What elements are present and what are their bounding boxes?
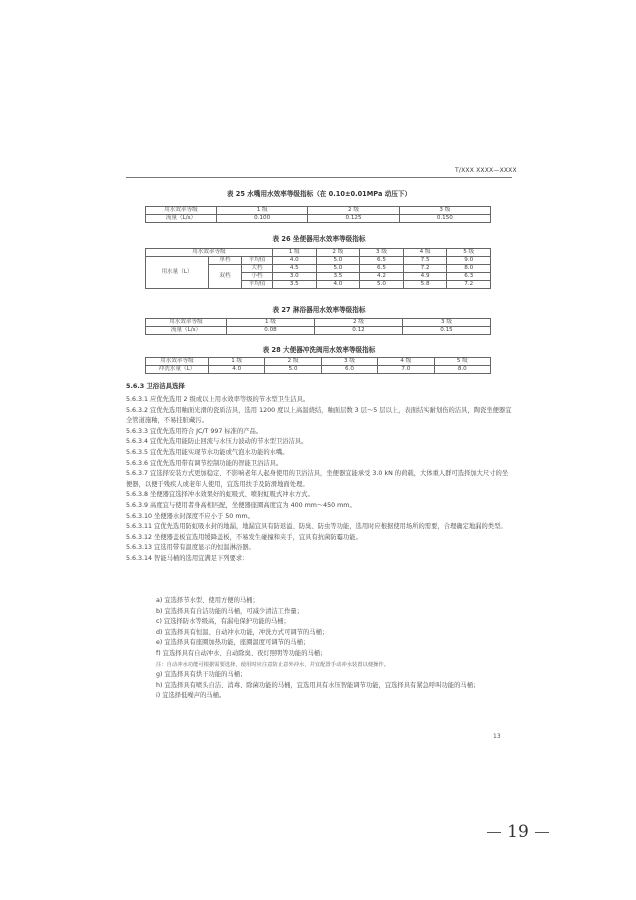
table-cell: 8.0 — [434, 366, 490, 374]
clause: 5.6.3.8 坐便器宜选择冲水效果好的虹吸式、喷射虹吸式冲水方式。 — [126, 491, 314, 499]
folio-number: 19 — [507, 822, 529, 842]
table-cell: 5.8 — [403, 281, 447, 289]
table-cell: 2 级 — [308, 207, 399, 215]
table-cell: 流量（L/s） — [146, 215, 217, 223]
table-cell: 3 级 — [399, 207, 490, 215]
table-cell: 1 级 — [209, 358, 265, 366]
table27 — [145, 318, 491, 335]
table-cell: 0.125 — [308, 215, 399, 223]
item-list — [156, 596, 512, 702]
table-row — [146, 327, 491, 335]
table-cell: 6.5 — [360, 257, 404, 265]
clause: 5.6.3.5 宜优先选用能实现节水功能或气泡水功能的水嘴。 — [126, 448, 289, 456]
table-cell: 5 级 — [447, 249, 491, 257]
list-item: b) 宜选择具有自洁功能的马桶，可减少清洁工作量； — [156, 607, 303, 615]
list-item: h) 宜选择具有喷头自洁、消毒、除菌功能的马桶，宜选用具有水压智能调节功能，宜选择具有紧急呼叫功能的马桶； — [156, 681, 480, 689]
list-item: i) 宜选择低噪声的马桶。 — [156, 692, 226, 700]
table-cell: 8.0 — [447, 265, 491, 273]
table-cell: 2 级 — [316, 249, 360, 257]
standard-code: T/XXX XXXX—XXXX — [455, 167, 517, 174]
table-row — [146, 215, 491, 223]
table-cell: 4.2 — [360, 273, 404, 281]
table-cell: 7.2 — [403, 265, 447, 273]
list-item: d) 宜选择具有恒温、自动冲水功能，冲洗方式可调节的马桶； — [156, 628, 329, 636]
table-cell: 1 级 — [227, 319, 315, 327]
table-cell: 5.0 — [360, 281, 404, 289]
table-row — [146, 366, 491, 374]
page-folio — [478, 822, 558, 842]
table-cell: 4 级 — [403, 249, 447, 257]
clause: 5.6.3.1 应优先选用 2 级或以上用水效率等级的节水型卫生洁具。 — [126, 396, 310, 403]
clause: 5.6.3.9 高度宜与使用者身高相匹配，坐便器座圈高度宜为 400 mm～450 mm。 — [126, 501, 356, 509]
list-item: e) 宜选择具有座圈加热功能，座圈温度可调节的马桶； — [156, 639, 310, 647]
table-cell: 4.5 — [273, 265, 317, 273]
table-row — [146, 257, 491, 265]
clause: 5.6.3.12 坐便器盖板宜选用缓降盖板，不易发生碰撞和夹手，宜具有抗菌防霉功能。 — [126, 533, 362, 541]
table-cell: 冲洗水量（L） — [146, 366, 209, 374]
table-row — [146, 249, 491, 257]
clause: 5.6.3.2 宜优先选用釉面光滑的瓷质洁具，选用 1200 度以上高温烧结，釉面层数 3 层～5 层以上，表面结实耐划伤的洁具，陶瓷坐便器宜全管道施釉，不易挂脏藏污。 — [126, 406, 512, 425]
clause: 5.6.3.14 智能马桶的选用宜满足下列要求： — [126, 554, 249, 562]
table-cell: 用水效率等级 — [146, 319, 227, 327]
table-cell: 4.0 — [316, 281, 360, 289]
table26 — [145, 248, 491, 289]
table-cell: 2 级 — [315, 319, 403, 327]
clause: 5.6.3.10 坐便器水封深度不应小于 50 mm。 — [126, 512, 254, 520]
list-item: f) 宜选择具有自动冲水、自动除臭、夜灯照明等功能的马桶； — [156, 649, 327, 657]
table-cell: 用水效率等级 — [146, 358, 209, 366]
dash-right — [535, 832, 549, 833]
table-cell: 5 级 — [434, 358, 490, 366]
table-cell: 平均值 — [242, 281, 273, 289]
inner-page-number: 13 — [493, 733, 501, 740]
table-cell: 0.15 — [403, 327, 491, 335]
table-cell: 0.150 — [399, 215, 490, 223]
clause-list — [126, 395, 512, 565]
table-cell: 5.0 — [316, 265, 360, 273]
list-item: a) 宜选择节水型、使用方便的马桶； — [156, 597, 259, 604]
table-cell: 单档 — [209, 257, 242, 265]
table-cell: 4.0 — [209, 366, 265, 374]
table-cell: 5.0 — [265, 366, 321, 374]
table-row — [146, 207, 491, 215]
table-cell: 0.08 — [227, 327, 315, 335]
table28-caption: 表 28 大便器冲洗阀用水效率等级指标 — [262, 346, 376, 354]
table26-caption: 表 26 坐便器用水效率等级指标 — [272, 235, 366, 243]
clause: 5.6.3.11 宜优先选用防虹吸水封的地漏，地漏宜具有防返溢、防臭、防虫等功能，选用时应根据使用场所的需要，合理确定地漏的类型。 — [126, 523, 507, 531]
table-cell: 7.5 — [403, 257, 447, 265]
table28 — [145, 357, 491, 374]
table-cell: 6.5 — [360, 265, 404, 273]
table-cell: 1 级 — [273, 249, 317, 257]
table-cell: 双档 — [209, 265, 242, 289]
table-cell: 4.0 — [273, 257, 317, 265]
clause: 5.6.3.13 宜选用带有温度显示的恒温淋浴器。 — [126, 544, 255, 552]
table-cell: 3.5 — [316, 273, 360, 281]
table-cell: 0.12 — [315, 327, 403, 335]
table-cell: 4 级 — [378, 358, 434, 366]
table-cell: 用水效率等级 — [146, 207, 217, 215]
table-row — [146, 319, 491, 327]
table-cell: 0.100 — [217, 215, 308, 223]
list-item: g) 宜选择具有烘干功能的马桶； — [156, 671, 247, 679]
table-cell: 小档 — [242, 273, 273, 281]
clause: 5.6.3.6 宜优先选用带有调节控制功能的智能卫浴洁具。 — [126, 459, 283, 467]
table-cell: 4.9 — [403, 273, 447, 281]
section-title: 5.6.3 卫浴洁具选择 — [126, 382, 185, 390]
table-cell: 9.0 — [447, 257, 491, 265]
table-cell: 用水效率等级 — [146, 249, 273, 257]
table-cell: 3.5 — [273, 281, 317, 289]
header-rule — [126, 177, 512, 178]
dash-left — [487, 832, 501, 833]
table25-caption: 表 25 水嘴用水效率等级指标（在 0.10±0.01MPa 动压下） — [226, 190, 412, 198]
table-cell: 7.2 — [447, 281, 491, 289]
table-cell: 7.0 — [378, 366, 434, 374]
table-cell: 大档 — [242, 265, 273, 273]
list-item: c) 宜选择防水等级高，有漏电保护功能的马桶； — [156, 618, 290, 626]
table-cell: 流量（L/s） — [146, 327, 227, 335]
table-cell: 1 级 — [217, 207, 308, 215]
table-row — [146, 358, 491, 366]
table-cell: 3 级 — [321, 358, 377, 366]
table-cell: 6.0 — [321, 366, 377, 374]
clause: 5.6.3.7 宜选择安装方式更加稳定、不影响老年人起身使用的卫浴洁具，坐便器宜能承受 3.0 kN 的荷载，大体重人群可选择加大尺寸的坐便器，以便于残疾人或老年人使用，宜选用扶手及防滑地面处理。 — [126, 470, 509, 488]
table-cell: 3.0 — [273, 273, 317, 281]
table25 — [145, 206, 491, 223]
clause: 5.6.3.4 宜优先选用能防止回流与水压力波动的节水型卫浴洁具。 — [126, 438, 308, 446]
table27-caption: 表 27 淋浴器用水效率等级指标 — [272, 306, 366, 314]
table-cell: 3 级 — [360, 249, 404, 257]
table-cell: 6.3 — [447, 273, 491, 281]
table-cell: 3 级 — [403, 319, 491, 327]
table-cell: 2 级 — [265, 358, 321, 366]
table-cell: 用水量（L） — [146, 257, 209, 289]
clause: 5.6.3.3 宜优先选用符合 JC/T 997 标准的产品。 — [126, 427, 263, 435]
note: 注：自动冲水功能可根据需要选择，使用时应注意防止意外冲水，并宜配置手动冲水装置以便操作。 — [156, 661, 390, 668]
table-cell: 5.0 — [316, 257, 360, 265]
table-cell: 平均值 — [242, 257, 273, 265]
